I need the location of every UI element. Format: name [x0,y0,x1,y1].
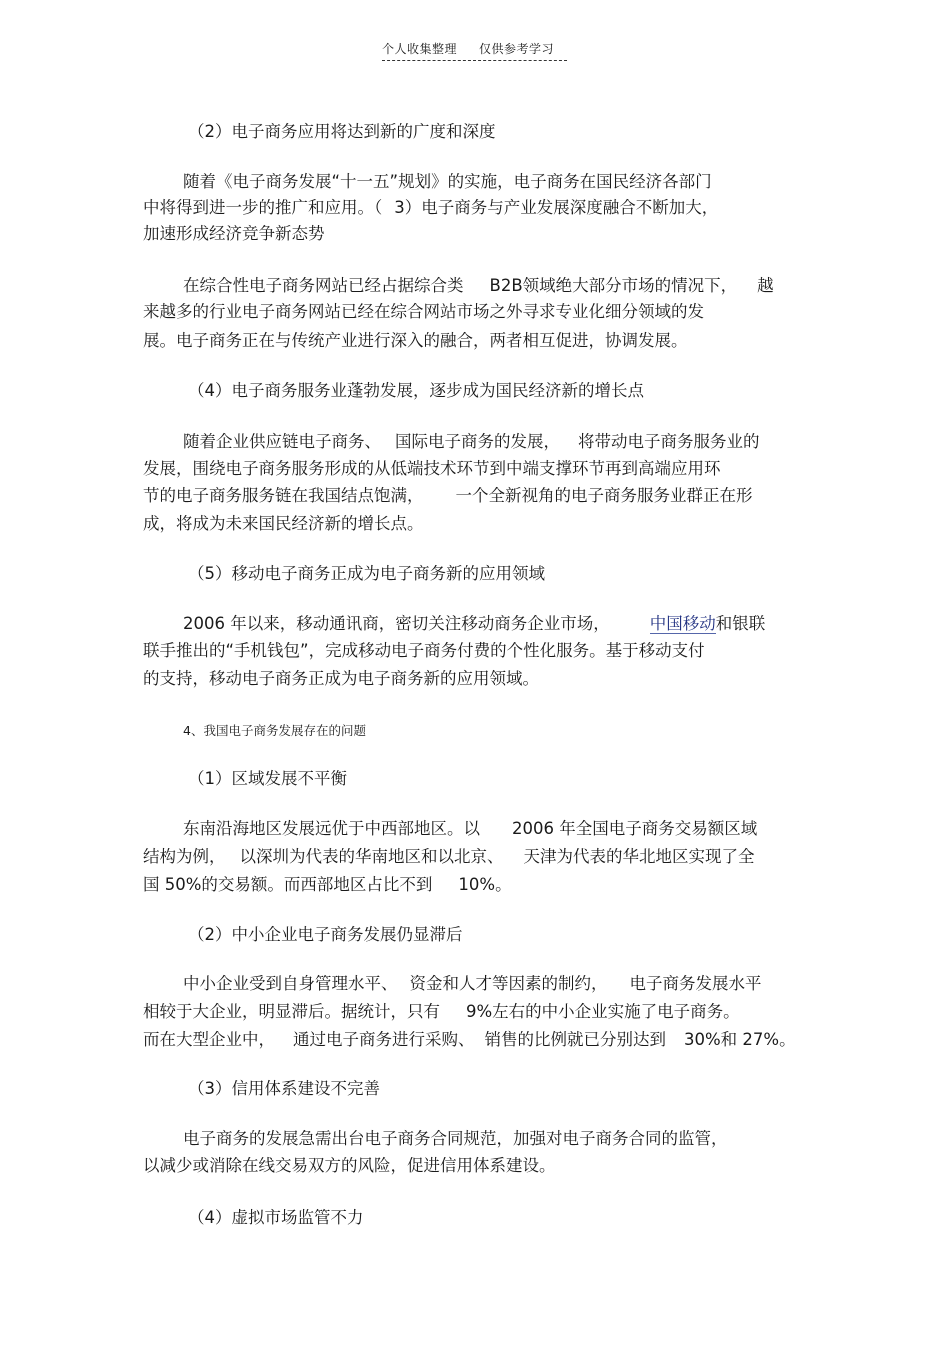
paragraph-5-line-3b: 10%。 [458,875,512,894]
paragraph-2-line-1a: 在综合性电子商务网站已经占据综合类 [183,276,464,295]
paragraph-6-line-3b: 通过电子商务进行采购、 [293,1030,475,1049]
paragraph-2-line-2: 来越多的行业电子商务网站已经在综合网站市场之外寻求专业化细分领域的发 [143,302,704,321]
paragraph-4-line-2: 联手推出的“手机钱包”，完成移动电子商务付费的个性化服务。基于移动支付 [143,641,705,660]
paragraph-5-line-1a: 东南沿海地区发展远优于中西部地区。以 [183,819,480,838]
section-4-heading: 4、我国电子商务发展存在的问题 [183,723,366,738]
paragraph-3-line-3b: 一个全新视角的电子商务服务业群正在形 [455,486,753,505]
header-left-text: 个人收集整理 [382,42,458,56]
paragraph-4-line-1a: 2006 年以来，移动通讯商，密切关注移动商务企业市场， [183,614,610,633]
paragraph-3-line-3 [143,485,753,507]
question-3-heading: （3）信用体系建设不完善 [188,1079,380,1098]
paragraph-6-line-3c: 销售的比例就已分别达到 [484,1030,666,1049]
paragraph-5-line-2a: 结构为例， [143,847,226,866]
paragraph-6-line-1a: 中小企业受到自身管理水平、 [183,974,398,993]
paragraph-6-line-2b: 9%左右的中小企业实施了电子商务。 [466,1002,740,1021]
header-right-text: 仅供参考学习 [479,42,555,56]
china-mobile-link[interactable]: 中国移动 [649,614,716,633]
paragraph-7-line-2: 以减少或消除在线交易双方的风险，促进信用体系建设。 [143,1156,556,1175]
paragraph-1-line-1: 随着《电子商务发展“十一五”规划》的实施，电子商务在国民经济各部门 [183,172,712,191]
paragraph-1-line-2 [143,197,718,219]
paragraph-3-line-1b: 国际电子商务的发展， [395,432,560,451]
paragraph-4-line-3: 的支持，移动电子商务正成为电子商务新的应用领域。 [143,669,539,688]
paragraph-6-line-1 [183,973,762,995]
subheading-2: （2）电子商务应用将达到新的广度和深度 [188,122,496,141]
paragraph-6-line-2 [143,1001,740,1023]
paragraph-3-line-4: 成，将成为未来国民经济新的增长点。 [143,514,424,533]
paragraph-3-line-1c: 将带动电子商务服务业的 [578,432,760,451]
paragraph-5-line-1b: 2006 年全国电子商务交易额区域 [512,819,758,838]
paragraph-5-line-2 [143,846,755,868]
question-4-heading: （4）虚拟市场监管不力 [188,1208,364,1227]
paragraph-5-line-2c: 天津为代表的华北地区实现了全 [523,847,755,866]
paragraph-3-line-1a: 随着企业供应链电子商务、 [183,432,381,451]
page-header [382,40,567,61]
subheading-4: （4）电子商务服务业蓬勃发展，逐步成为国民经济新的增长点 [188,381,644,400]
paragraph-6-line-3a: 而在大型企业中， [143,1030,275,1049]
paragraph-3-line-1 [183,431,760,453]
paragraph-2-line-3: 展。电子商务正在与传统产业进行深入的融合，两者相互促进，协调发展。 [143,331,688,350]
paragraph-6-line-1b: 资金和人才等因素的制约， [409,974,608,993]
paragraph-5-line-2b: 以深圳为代表的华南地区和以北京、 [239,847,504,866]
paragraph-3-line-3a: 节的电子商务服务链在我国结点饱满， [143,486,424,505]
paragraph-1-line-3: 加速形成经济竞争新态势 [143,224,325,243]
paragraph-6-line-1c: 电子商务发展水平 [629,974,762,993]
paragraph-1-line-2b: 3）电子商务与产业发展深度融合不断加大， [394,198,719,217]
paragraph-2-line-1b: B2B领域绝大部分市场的情况下， [489,276,738,295]
paragraph-2-line-1 [183,275,774,297]
paragraph-2-line-1c: 越 [757,276,774,295]
paragraph-4-line-1 [183,613,765,635]
question-1-heading: （1）区域发展不平衡 [188,769,347,788]
paragraph-6-line-3 [143,1029,796,1051]
paragraph-7-line-1: 电子商务的发展急需出台电子商务合同规范，加强对电子商务合同的监管， [183,1129,728,1148]
subheading-5: （5）移动电子商务正成为电子商务新的应用领域 [188,564,545,583]
paragraph-5-line-3 [143,874,512,896]
paragraph-3-line-2: 发展，围绕电子商务服务形成的从低端技术环节到中端支撑环节再到高端应用环 [143,459,721,478]
question-2-heading: （2）中小企业电子商务发展仍显滞后 [188,925,463,944]
paragraph-1-line-2a: 中将得到进一步的推广和应用。（ [143,198,383,217]
paragraph-6-line-3d: 30%和 27%。 [684,1030,796,1049]
paragraph-5-line-1 [183,818,757,840]
paragraph-4-line-1c: 和银联 [715,614,766,633]
paragraph-5-line-3a: 国 50%的交易额。而西部地区占比不到 [143,875,433,894]
paragraph-6-line-2a: 相较于大企业，明显滞后。据统计，只有 [143,1002,440,1021]
